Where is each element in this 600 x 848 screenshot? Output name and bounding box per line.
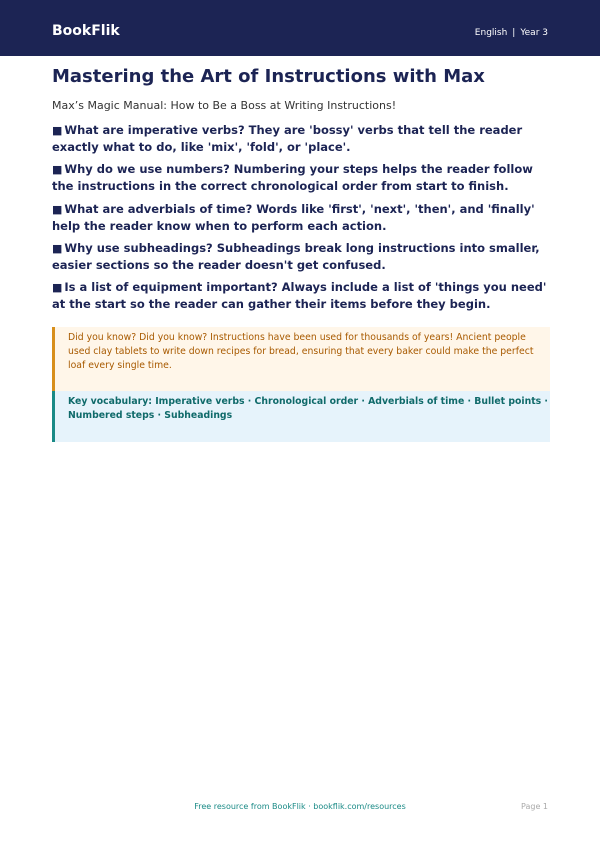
qa-item	[52, 240, 548, 274]
meta-separator: |	[512, 28, 516, 38]
key-vocabulary-box	[52, 391, 550, 442]
year-label: Year 3	[520, 28, 548, 38]
qa-item	[52, 122, 548, 156]
page-title: Mastering the Art of Instructions with Max	[52, 66, 485, 87]
qa-text: What are adverbials of time? Words like 'first', 'next', 'then', and 'finally' help the reader know when to perform each action.	[52, 202, 535, 233]
qa-item	[52, 279, 548, 313]
page-number: Page 1	[521, 802, 548, 811]
page-header	[0, 0, 600, 56]
qa-text: What are imperative verbs? They are 'bossy' verbs that tell the reader exactly what to do, like 'mix', 'fold', or 'place'.	[52, 123, 523, 154]
vocab-text: Key vocabulary: Imperative verbs · Chronological order · Adverbials of time · Bullet points · Numbered steps · Subheadings	[68, 396, 548, 421]
bullet-square-icon: ■	[52, 203, 63, 216]
qa-text: Is a list of equipment important? Always include a list of 'things you need' at the start so the reader can gather their items before they begin.	[52, 280, 547, 311]
qa-item	[52, 161, 548, 195]
callout-text: Did you know? Did you know? Instructions have been used for thousands of years! Ancient people used clay tablets to write down recipes for bread, ensuring that every baker could make the perfect loaf every single time.	[68, 332, 534, 371]
qa-item	[52, 201, 548, 235]
bullet-square-icon: ■	[52, 163, 63, 176]
header-meta	[475, 28, 548, 38]
bullet-square-icon: ■	[52, 242, 63, 255]
bullet-square-icon: ■	[52, 124, 63, 137]
qa-text: Why do we use numbers? Numbering your steps helps the reader follow the instructions in the correct chronological order from start to finish.	[52, 162, 533, 193]
brand-logo-text[interactable]: BookFlik	[52, 23, 120, 39]
bullet-square-icon: ■	[52, 281, 63, 294]
page-subtitle: Max’s Magic Manual: How to Be a Boss at Writing Instructions!	[52, 99, 397, 112]
page-footer	[0, 802, 600, 816]
subject-label: English	[474, 28, 508, 38]
footer-resource-link[interactable]: Free resource from BookFlik · bookflik.com/resources	[194, 802, 406, 811]
did-you-know-callout	[52, 327, 550, 395]
qa-text: Why use subheadings? Subheadings break long instructions into smaller, easier sections so the reader doesn't get confused.	[52, 241, 540, 272]
